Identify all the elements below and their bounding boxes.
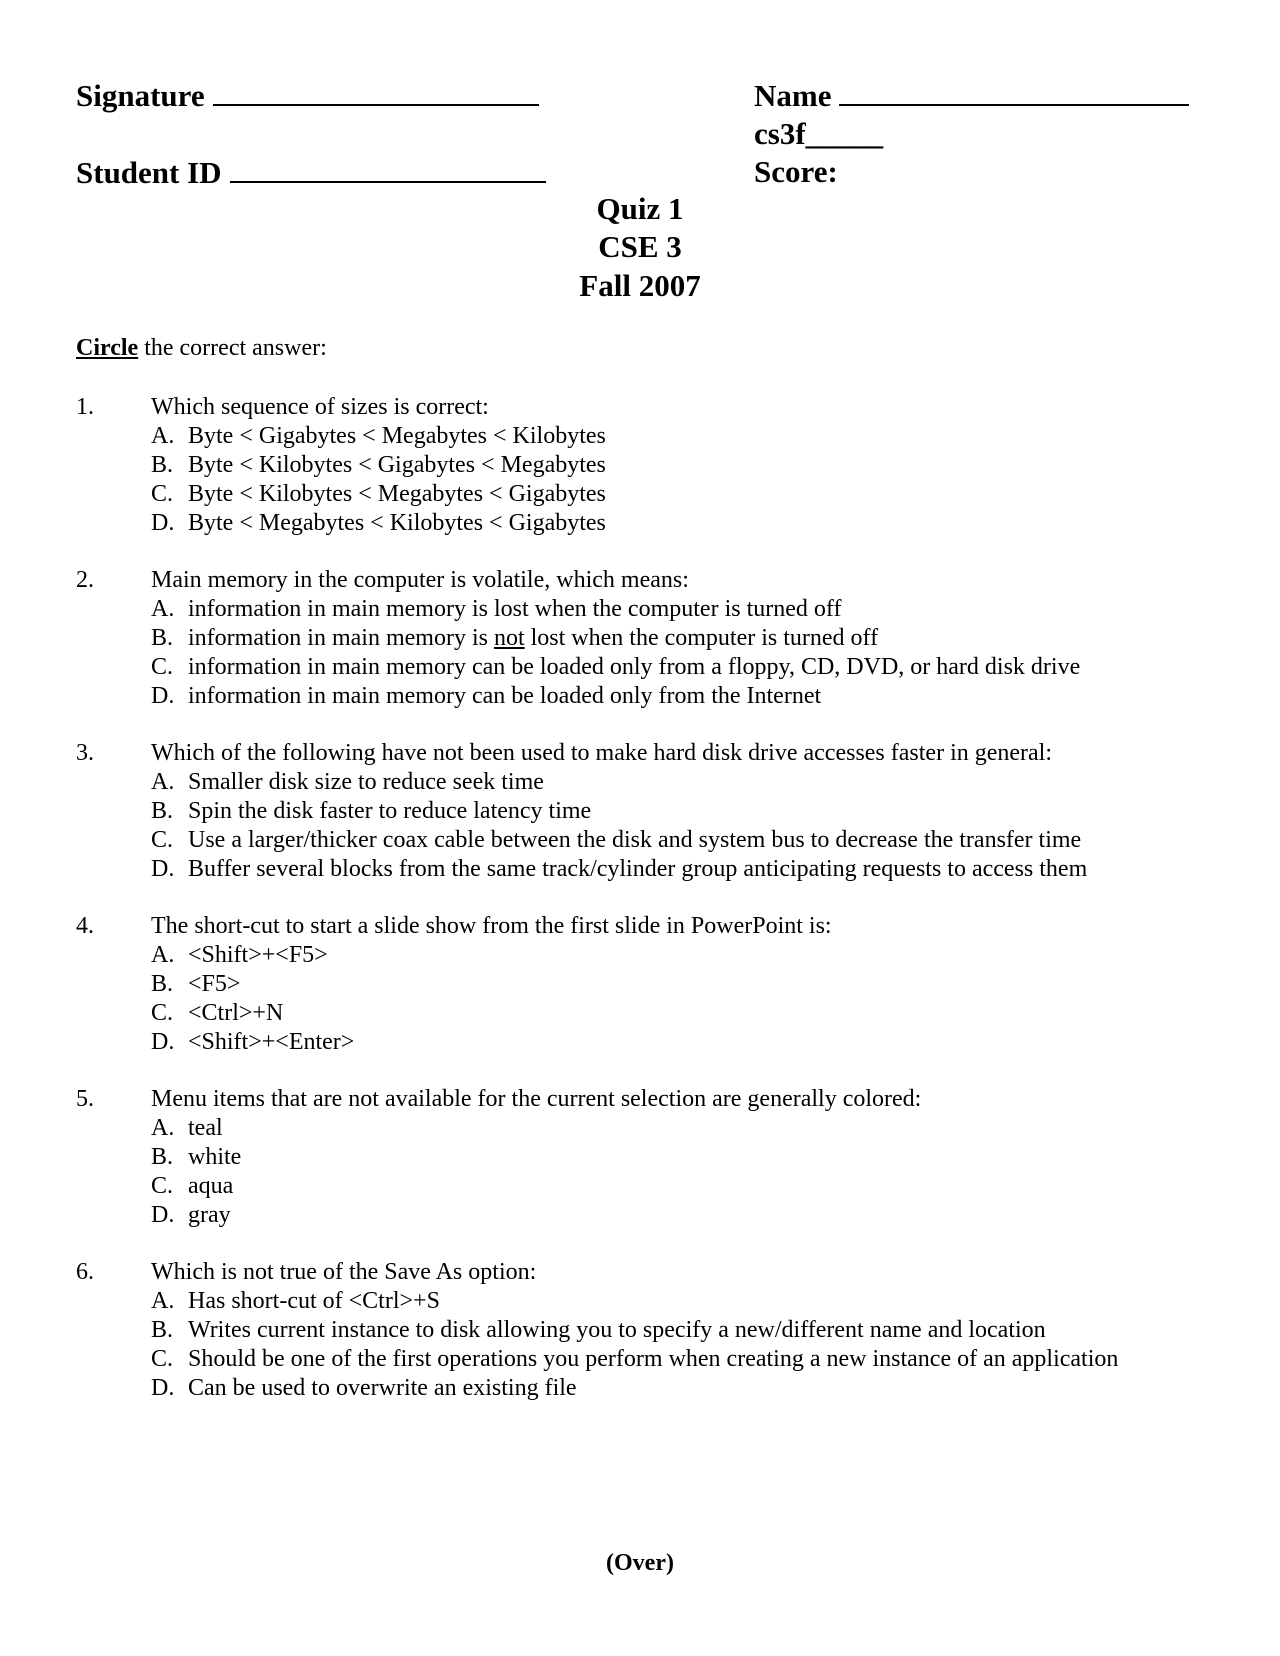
option-text: Buffer several blocks from the same track/cylinder group anticipating requests to access them [188, 856, 1088, 882]
name-line [839, 78, 1189, 106]
option-text: Can be used to overwrite an existing file [188, 1375, 577, 1401]
option-d[interactable] [151, 1028, 1256, 1057]
option-d[interactable] [151, 1374, 1256, 1403]
option-text: <F5> [188, 971, 241, 997]
login-label: cs3f_____ [754, 116, 884, 151]
option-letter: C. [151, 654, 174, 680]
signature-field [76, 78, 539, 113]
option-text: teal [188, 1115, 223, 1141]
option-text: aqua [188, 1173, 234, 1199]
option-text: Byte < Megabytes < Kilobytes < Gigabytes [188, 510, 606, 536]
student-id-field [76, 155, 546, 190]
term-title: Fall 2007 [579, 268, 701, 303]
option-a[interactable] [151, 941, 1256, 970]
option-text: Has short-cut of <Ctrl>+S [188, 1288, 440, 1314]
option-letter: A. [151, 423, 175, 449]
option-letter: D. [151, 683, 175, 709]
option-text: Byte < Gigabytes < Megabytes < Kilobytes [188, 423, 606, 449]
option-c[interactable] [151, 480, 1256, 509]
instruction-emphasis: Circle [76, 335, 139, 361]
question-5 [76, 1085, 1256, 1230]
question-1 [76, 393, 1256, 538]
option-a[interactable] [151, 422, 1256, 451]
option-letter: B. [151, 625, 174, 651]
option-b[interactable] [151, 624, 1256, 653]
option-a[interactable] [151, 595, 1256, 624]
option-a[interactable] [151, 1287, 1256, 1316]
option-text: Byte < Kilobytes < Megabytes < Gigabytes [188, 481, 606, 507]
option-a[interactable] [151, 1114, 1256, 1143]
option-text: Writes current instance to disk allowing you to specify a new/different name and location [188, 1317, 1046, 1343]
option-c[interactable] [151, 1172, 1256, 1201]
student-id-label: Student ID [76, 155, 222, 190]
question-text: Main memory in the computer is volatile, which means: [151, 567, 689, 593]
option-letter: C. [151, 827, 174, 853]
option-text: white [188, 1144, 242, 1170]
option-text: Use a larger/thicker coax cable between the disk and system bus to decrease the transfer time [188, 827, 1082, 853]
question-text: Menu items that are not available for the current selection are generally colored: [151, 1086, 922, 1112]
option-letter: B. [151, 1317, 174, 1343]
option-text: information in main memory is lost when the computer is turned off [188, 596, 842, 622]
question-number: 6. [76, 1259, 94, 1285]
option-text: <Shift>+<Enter> [188, 1029, 355, 1055]
option-d[interactable] [151, 1201, 1256, 1230]
signature-label: Signature [76, 78, 205, 113]
option-a[interactable] [151, 768, 1256, 797]
option-text: Byte < Kilobytes < Gigabytes < Megabytes [188, 452, 606, 478]
option-text-post: lost when the computer is turned off [524, 625, 879, 651]
login-field [754, 117, 883, 151]
question-2 [76, 566, 1256, 711]
question-6 [76, 1258, 1256, 1403]
option-text-pre: information in main memory is [188, 625, 494, 651]
question-number: 3. [76, 740, 94, 766]
name-field [754, 78, 1189, 113]
option-text: information in main memory can be loaded only from a floppy, CD, DVD, or hard disk drive [188, 654, 1081, 680]
instruction [76, 335, 327, 362]
option-text: <Shift>+<F5> [188, 942, 328, 968]
question-text: Which sequence of sizes is correct: [151, 394, 489, 420]
option-letter: A. [151, 1288, 175, 1314]
option-letter: B. [151, 971, 174, 997]
option-text: Spin the disk faster to reduce latency time [188, 798, 592, 824]
option-letter: C. [151, 1173, 174, 1199]
option-c[interactable] [151, 1345, 1256, 1374]
option-text: Smaller disk size to reduce seek time [188, 769, 544, 795]
option-letter: D. [151, 510, 175, 536]
option-text: gray [188, 1202, 231, 1228]
signature-line [213, 78, 539, 106]
option-b[interactable] [151, 1316, 1256, 1345]
option-letter: B. [151, 1144, 174, 1170]
option-letter: D. [151, 1029, 175, 1055]
option-letter: A. [151, 942, 175, 968]
score-label: Score: [754, 154, 838, 189]
option-c[interactable] [151, 999, 1256, 1028]
question-text: Which of the following have not been used to make hard disk drive accesses faster in general: [151, 740, 1053, 766]
question-3 [76, 739, 1256, 884]
option-text: Should be one of the first operations you perform when creating a new instance of an application [188, 1346, 1119, 1372]
option-letter: D. [151, 856, 175, 882]
option-letter: D. [151, 1375, 175, 1401]
option-text: <Ctrl>+N [188, 1000, 284, 1026]
option-letter: B. [151, 452, 174, 478]
quiz-title: Quiz 1 [596, 191, 684, 226]
score-field [754, 155, 838, 189]
question-number: 5. [76, 1086, 94, 1112]
option-c[interactable] [151, 653, 1256, 682]
question-4 [76, 912, 1256, 1057]
option-letter: C. [151, 481, 174, 507]
option-c[interactable] [151, 826, 1256, 855]
question-number: 2. [76, 567, 94, 593]
option-text-underlined: not [493, 625, 525, 651]
over-note: (Over) [606, 1550, 674, 1576]
question-number: 4. [76, 913, 94, 939]
option-letter: A. [151, 769, 175, 795]
option-letter: A. [151, 596, 175, 622]
option-b[interactable] [151, 970, 1256, 999]
question-number: 1. [76, 394, 94, 420]
option-text: information in main memory can be loaded only from the Internet [188, 683, 822, 709]
option-letter: D. [151, 1202, 175, 1228]
question-text: The short-cut to start a slide show from the first slide in PowerPoint is: [151, 913, 832, 939]
option-d[interactable] [151, 855, 1256, 884]
question-text: Which is not true of the Save As option: [151, 1259, 537, 1285]
student-id-line [230, 155, 546, 183]
option-d[interactable] [151, 509, 1256, 538]
option-b[interactable] [151, 451, 1256, 480]
option-d[interactable] [151, 682, 1256, 711]
instruction-text: the correct answer: [138, 335, 327, 361]
option-b[interactable] [151, 797, 1256, 826]
option-b[interactable] [151, 1143, 1256, 1172]
course-title: CSE 3 [598, 229, 682, 264]
option-letter: C. [151, 1346, 174, 1372]
option-letter: C. [151, 1000, 174, 1026]
name-label: Name [754, 78, 832, 113]
option-letter: B. [151, 798, 174, 824]
option-letter: A. [151, 1115, 175, 1141]
